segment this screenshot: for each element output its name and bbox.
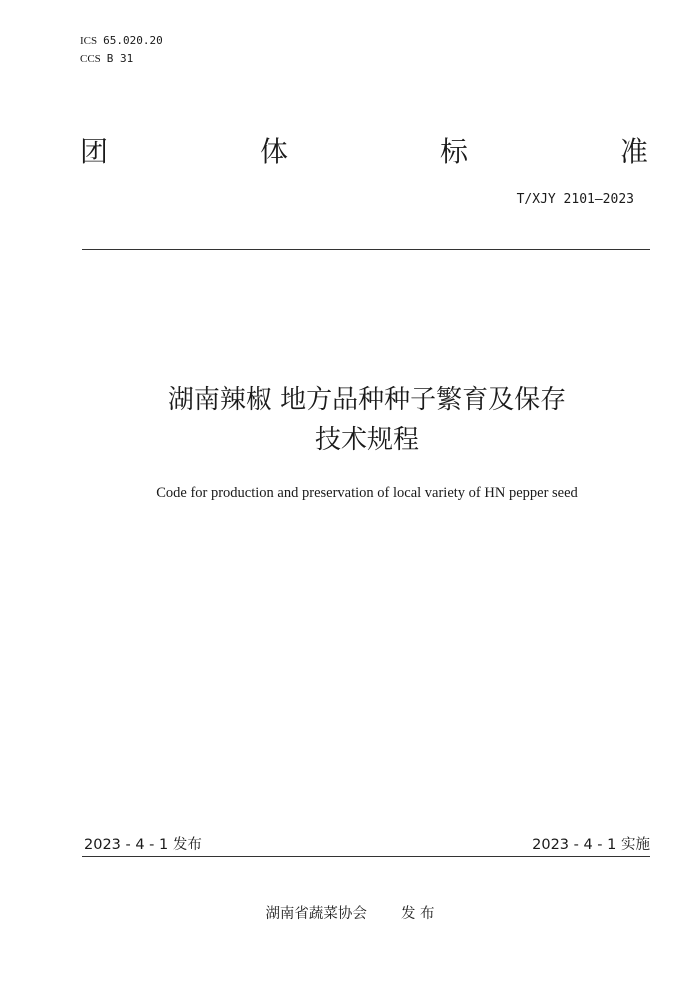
standard-type-heading — [80, 132, 648, 172]
bottom-divider — [82, 856, 650, 857]
ics-code — [80, 34, 163, 48]
implementation-date: 2023 - 4 - 1 实施 — [532, 837, 650, 853]
title-line-2: 技术规程 — [314, 425, 419, 455]
ics-label: ICS — [80, 35, 98, 47]
publisher — [0, 904, 700, 924]
title-line-1: 湖南辣椒 地方品种种子繁育及保存 — [167, 385, 567, 415]
ics-value: 65.020.20 — [103, 34, 163, 47]
issue-date: 2023 - 4 - 1 发布 — [84, 837, 202, 853]
ccs-label: CCS — [80, 53, 101, 65]
publisher-action: 发 布 — [400, 906, 435, 922]
document-title-zh — [0, 380, 700, 460]
ccs-code — [80, 52, 133, 66]
standard-type-char: 准 — [619, 135, 648, 168]
ccs-value: B 31 — [106, 52, 134, 65]
document-title-en: Code for production and preservation of local variety of HN pepper seed — [156, 485, 578, 501]
standard-type-char: 体 — [259, 135, 288, 168]
standard-type-char: 标 — [439, 135, 468, 168]
standard-type-char: 团 — [80, 135, 109, 168]
top-divider — [82, 249, 650, 250]
standard-number: T/XJY 2101—2023 — [516, 192, 634, 207]
publisher-name: 湖南省蔬菜协会 — [265, 906, 367, 922]
